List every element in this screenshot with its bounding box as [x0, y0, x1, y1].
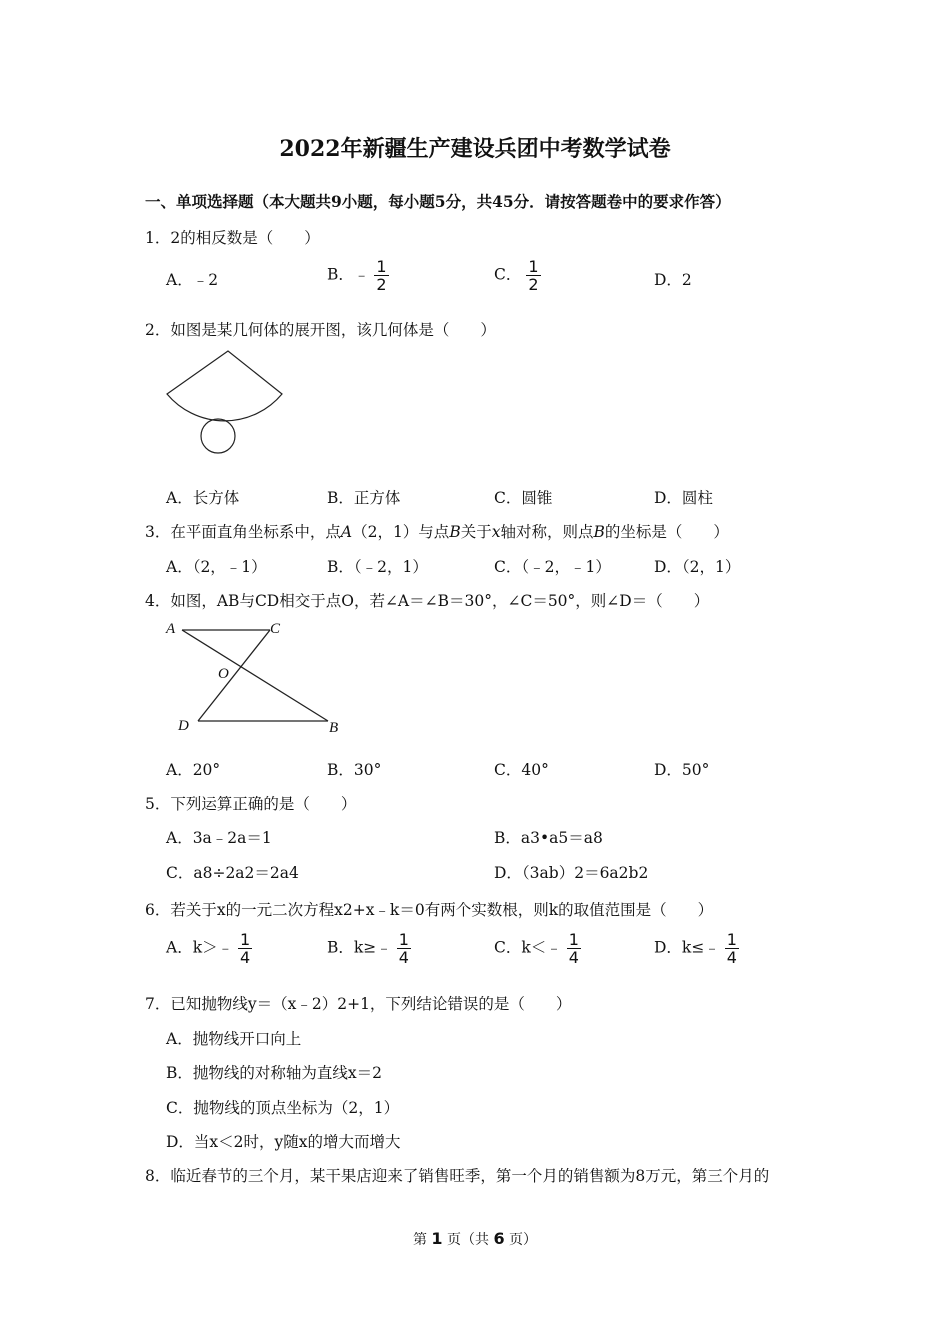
fraction-numerator: 1 — [726, 930, 737, 949]
question-4-option-b: B．30° — [327, 761, 382, 779]
question-6-option-d — [654, 931, 739, 966]
option-b-prefix: B．﹣ — [327, 265, 370, 284]
fraction-one-half — [526, 258, 540, 293]
question-6-option-c — [494, 931, 581, 966]
fraction-denominator: 2 — [376, 275, 387, 294]
question-1-option-d: D．2 — [654, 271, 692, 289]
x-var: x — [491, 523, 501, 541]
option-c-prefix: C． — [494, 265, 522, 284]
stem-text: 关于 — [460, 523, 492, 541]
label-a: A — [166, 621, 176, 637]
fraction-one-quarter — [238, 931, 252, 966]
question-2-option-d: D．圆柱 — [654, 489, 713, 507]
fraction-denominator: 4 — [240, 948, 251, 967]
question-8-stem: 8．临近春节的三个月，某干果店迎来了销售旺季，第一个月的销售额为8万元，第三个月的 — [145, 1167, 770, 1185]
point-b-var: B — [593, 523, 605, 541]
segment-ab — [182, 630, 328, 721]
footer-mid: 页（共 — [447, 1232, 489, 1248]
fraction-numerator: 1 — [240, 930, 251, 949]
question-1-option-b — [327, 258, 389, 293]
question-5-stem: 5．下列运算正确的是（ ） — [145, 795, 357, 813]
question-7-stem: 7．已知抛物线y＝（x﹣2）2+1，下列结论错误的是（ ） — [145, 995, 572, 1013]
stem-text: 3．在平面直角坐标系中，点 — [145, 523, 341, 541]
total-pages: 6 — [493, 1229, 505, 1248]
footer-pre: 第 — [412, 1232, 427, 1248]
fraction-one-quarter — [397, 931, 411, 966]
question-7-option-d: D．当x＜2时，y随x的增大而增大 — [166, 1133, 401, 1151]
fraction-denominator: 4 — [726, 948, 737, 967]
stem-text: 的坐标是（ ） — [604, 523, 729, 541]
fraction-numerator: 1 — [528, 257, 539, 276]
intersecting-lines-figure — [160, 615, 360, 745]
question-3-option-c: C．（﹣2，﹣1） — [494, 558, 611, 576]
page-footer — [0, 1229, 950, 1249]
page-number: 1 — [431, 1229, 443, 1248]
question-2-option-b: B．正方体 — [327, 489, 401, 507]
question-4-option-c: C．40° — [494, 761, 549, 779]
question-3-option-a: A．（2，﹣1） — [166, 558, 267, 576]
question-2-option-c: C．圆锥 — [494, 489, 553, 507]
fraction-numerator: 1 — [376, 257, 387, 276]
fraction-numerator: 1 — [398, 930, 409, 949]
question-5-option-b: B．a3•a5＝a8 — [494, 829, 603, 847]
page-title: 2022年新疆生产建设兵团中考数学试卷 — [279, 136, 671, 162]
label-c: C — [270, 621, 281, 637]
question-7-option-b: B．抛物线的对称轴为直线x＝2 — [166, 1064, 382, 1082]
question-6-stem: 6．若关于x的一元二次方程x2+x﹣k＝0有两个实数根，则k的取值范围是（ ） — [145, 901, 714, 919]
label-o: O — [218, 666, 229, 682]
question-3-stem — [145, 520, 729, 542]
question-7-option-a: A．抛物线开口向上 — [166, 1030, 302, 1048]
fraction-one-quarter — [567, 931, 581, 966]
point-b-var: B — [449, 523, 461, 541]
fraction-one-quarter — [725, 931, 739, 966]
question-7-option-c: C．抛物线的顶点坐标为（2，1） — [166, 1099, 400, 1117]
question-6-option-b — [327, 931, 411, 966]
segment-cd — [198, 630, 270, 721]
section-heading: 一、单项选择题（本大题共9小题，每小题5分，共45分．请按答题卷中的要求作答） — [145, 192, 731, 211]
question-4-option-d: D．50° — [654, 761, 710, 779]
question-5-option-c: C．a8÷2a2＝2a4 — [166, 864, 299, 882]
label-d: D — [178, 718, 189, 734]
cone-net-figure — [160, 345, 290, 460]
option-d-prefix: D．k≤﹣ — [654, 938, 720, 957]
option-b-prefix: B．k≥﹣ — [327, 938, 392, 957]
question-3-option-d: D．（2，1） — [654, 558, 741, 576]
question-4-option-a: A．20° — [166, 761, 221, 779]
footer-post: 页） — [509, 1232, 538, 1248]
question-5-option-d: D．（3ab）2＝6a2b2 — [494, 864, 649, 882]
question-4-stem: 4．如图，AB与CD相交于点O，若∠A＝∠B＝30°，∠C＝50°，则∠D＝（ ） — [145, 592, 710, 610]
question-2-option-a: A．长方体 — [166, 489, 240, 507]
question-3-option-b: B．（﹣2，1） — [327, 558, 428, 576]
question-5-option-a: A．3a﹣2a＝1 — [166, 829, 272, 847]
question-6-option-a — [166, 931, 252, 966]
option-c-prefix: C．k＜﹣ — [494, 938, 562, 957]
fraction-denominator: 4 — [568, 948, 579, 967]
label-b: B — [329, 720, 339, 736]
question-1-stem: 1．2的相反数是（ ） — [145, 229, 320, 247]
stem-text: （2，1）与点 — [352, 523, 450, 541]
point-a-var: A — [340, 523, 353, 541]
question-1-option-c — [494, 258, 541, 293]
base-circle — [201, 419, 235, 453]
option-a-prefix: A．k＞﹣ — [166, 938, 234, 957]
stem-text: 轴对称，则点 — [500, 523, 594, 541]
fraction-denominator: 4 — [398, 948, 409, 967]
question-1-option-a: A．﹣2 — [166, 271, 219, 289]
fraction-numerator: 1 — [568, 930, 579, 949]
fraction-one-half — [374, 258, 388, 293]
fraction-denominator: 2 — [528, 275, 539, 294]
question-2-stem: 2．如图是某几何体的展开图，该几何体是（ ） — [145, 321, 496, 339]
sector-shape — [167, 351, 282, 421]
